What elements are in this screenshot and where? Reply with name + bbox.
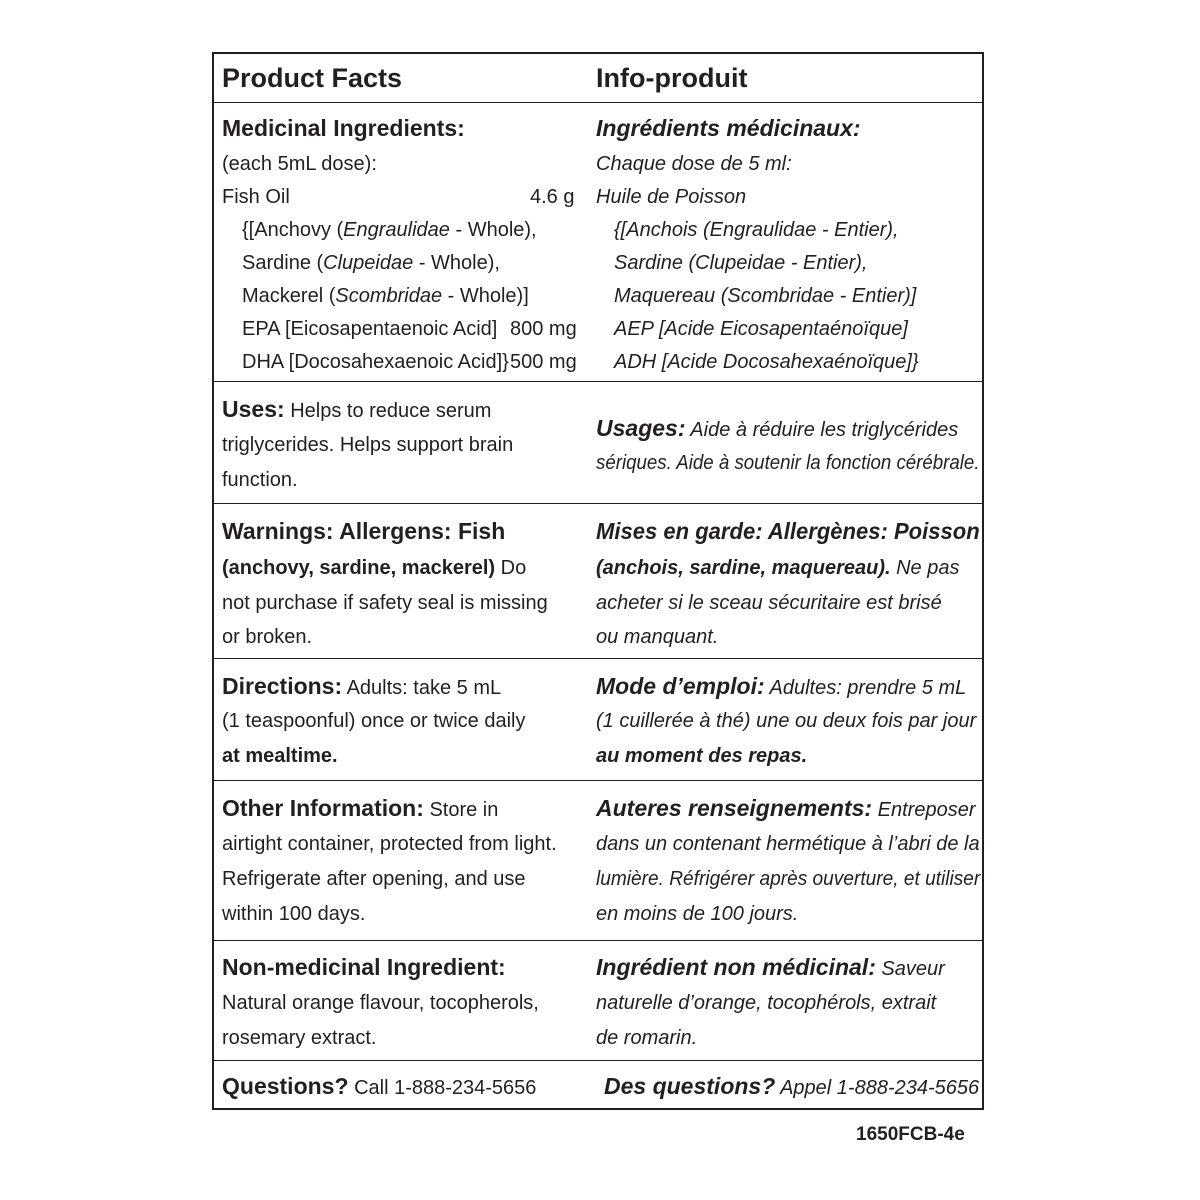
questions-en-line	[222, 1074, 536, 1100]
uses-fr-text1: Aide à réduire les triglycérides	[685, 419, 959, 441]
directions-fr-label: Mode d’emploi:	[596, 673, 765, 699]
header-row	[214, 54, 982, 103]
line1-italic: Engraulidae	[343, 219, 450, 241]
questions-en-phone: Call 1-888-234-5656	[348, 1077, 537, 1099]
warnings-en-line4: or broken.	[222, 626, 313, 648]
medicinal-row	[214, 102, 982, 382]
header-fr: Info-produit	[596, 63, 748, 93]
other-info-row	[214, 780, 982, 941]
uses-en-line2: triglycerides. Helps support brain	[222, 434, 514, 456]
warnings-fr-line4: ou manquant.	[596, 626, 719, 648]
medicinal-en-dose: (each 5mL dose):	[222, 153, 377, 175]
directions-row	[214, 658, 982, 781]
directions-fr-line2: (1 cuillerée à thé) une ou deux fois par jour	[596, 710, 977, 732]
medicinal-fr-epa: AEP [Acide Eicosapentaénoïque]	[614, 318, 908, 340]
medicinal-en-line2	[242, 251, 500, 275]
line1-a: {[Anchovy (	[242, 219, 344, 241]
other-en-line3: Refrigerate after opening, and use	[222, 868, 526, 890]
medicinal-fr-dose: Chaque dose de 5 ml:	[596, 153, 792, 175]
medicinal-en-line1	[242, 218, 537, 242]
uses-row	[214, 381, 982, 504]
product-facts-label	[212, 52, 984, 1110]
uses-en-line1	[222, 397, 491, 423]
line2-b: - Whole),	[413, 252, 500, 274]
warnings-en-line3: not purchase if safety seal is missing	[222, 592, 548, 614]
warnings-fr-allergens: (anchois, sardine, maquereau).	[596, 557, 891, 579]
questions-fr-line	[604, 1074, 979, 1100]
uses-fr-line2: sériques. Aide à soutenir la fonction cérébrale.	[596, 452, 980, 474]
other-fr-line3: lumière. Réfrigérer après ouverture, et utiliser	[596, 868, 981, 890]
nonmed-en-title: Non-medicinal Ingredient:	[222, 954, 506, 980]
directions-en-line1	[222, 674, 501, 700]
medicinal-en-epa-amount: 800 mg	[510, 318, 577, 340]
uses-en-label: Uses:	[222, 396, 285, 422]
medicinal-en-fish: Fish Oil	[222, 186, 290, 208]
directions-en-line3: at mealtime.	[222, 745, 338, 767]
other-fr-text1: Entreposer	[872, 799, 976, 821]
questions-fr-phone: Appel 1-888-234-5656	[775, 1077, 980, 1099]
directions-en-text1: Adults: take 5 mL	[342, 677, 502, 699]
questions-row	[214, 1060, 982, 1110]
other-en-line2: airtight container, protected from light.	[222, 833, 557, 855]
nonmed-fr-label: Ingrédient non médicinal:	[596, 954, 876, 980]
nonmed-fr-line2: naturelle d’orange, tocophérols, extrait	[596, 992, 937, 1014]
other-fr-line4: en moins de 100 jours.	[596, 903, 799, 925]
questions-fr-label: Des questions?	[604, 1073, 776, 1099]
line3-italic: Scombridae	[335, 285, 443, 307]
medicinal-fr-dha: ADH [Acide Docosahexaénoïque]}	[614, 351, 919, 373]
medicinal-en-fish-amount: 4.6 g	[530, 186, 575, 208]
medicinal-en-line3	[242, 284, 529, 308]
nonmed-en-line1: Natural orange flavour, tocopherols,	[222, 992, 539, 1014]
medicinal-fr-title: Ingrédients médicinaux:	[596, 115, 861, 141]
medicinal-en-title: Medicinal Ingredients:	[222, 115, 465, 141]
medicinal-en-dha: DHA [Docosahexaenoic Acid]}	[242, 351, 509, 373]
uses-fr-line1	[596, 416, 958, 442]
warnings-fr-text2: Ne pas	[890, 557, 960, 579]
directions-fr-line1	[596, 674, 966, 700]
line2-a: Sardine (	[242, 252, 324, 274]
directions-en-label: Directions:	[222, 673, 343, 699]
warnings-fr-title: Mises en garde: Allergènes: Poisson	[596, 518, 980, 544]
other-fr-line1	[596, 796, 975, 822]
medicinal-en-dha-amount: 500 mg	[510, 351, 577, 373]
warnings-fr-line3: acheter si le sceau sécuritaire est brisé	[596, 592, 942, 614]
nonmed-fr-line3: de romarin.	[596, 1027, 698, 1049]
warnings-row	[214, 503, 982, 659]
other-fr-label: Auteres renseignements:	[596, 795, 873, 821]
nonmed-en-line2: rosemary extract.	[222, 1027, 377, 1049]
product-code: 1650FCB-4e	[856, 1124, 965, 1145]
warnings-en-text2: Do	[495, 557, 527, 579]
directions-fr-line3: au moment des repas.	[596, 745, 808, 767]
medicinal-en-epa: EPA [Eicosapentaenoic Acid]	[242, 318, 498, 340]
questions-en-label: Questions?	[222, 1073, 349, 1099]
warnings-en-allergens: (anchovy, sardine, mackerel)	[222, 557, 496, 579]
directions-en-line2: (1 teaspoonful) once or twice daily	[222, 710, 526, 732]
other-en-label: Other Information:	[222, 795, 424, 821]
directions-fr-text1: Adultes: prendre 5 mL	[764, 677, 967, 699]
other-en-line4: within 100 days.	[222, 903, 366, 925]
header-en: Product Facts	[222, 63, 403, 93]
other-en-line1	[222, 796, 498, 822]
uses-en-line3: function.	[222, 469, 298, 491]
medicinal-fr-line1: {[Anchois (Engraulidae - Entier),	[614, 219, 899, 241]
warnings-en-line2	[222, 556, 526, 580]
warnings-fr-line2	[596, 556, 959, 580]
medicinal-fr-fish: Huile de Poisson	[596, 186, 747, 208]
line1-b: - Whole),	[449, 219, 537, 241]
other-fr-line2: dans un contenant hermétique à l’abri de la	[596, 833, 980, 855]
nonmed-fr-line1	[596, 955, 945, 981]
medicinal-fr-line3: Maquereau (Scombridae - Entier)]	[614, 285, 917, 307]
uses-en-text1: Helps to reduce serum	[284, 400, 492, 422]
line2-italic: Clupeidae	[323, 252, 414, 274]
other-en-text1: Store in	[423, 799, 499, 821]
line3-a: Mackerel (	[242, 285, 336, 307]
nonmed-fr-text1: Saveur	[875, 958, 945, 980]
uses-fr-label: Usages:	[596, 415, 686, 441]
line3-b: - Whole)]	[442, 285, 529, 307]
nonmedicinal-row	[214, 940, 982, 1061]
medicinal-fr-line2: Sardine (Clupeidae - Entier),	[614, 252, 868, 274]
warnings-en-title: Warnings: Allergens: Fish	[222, 518, 506, 544]
